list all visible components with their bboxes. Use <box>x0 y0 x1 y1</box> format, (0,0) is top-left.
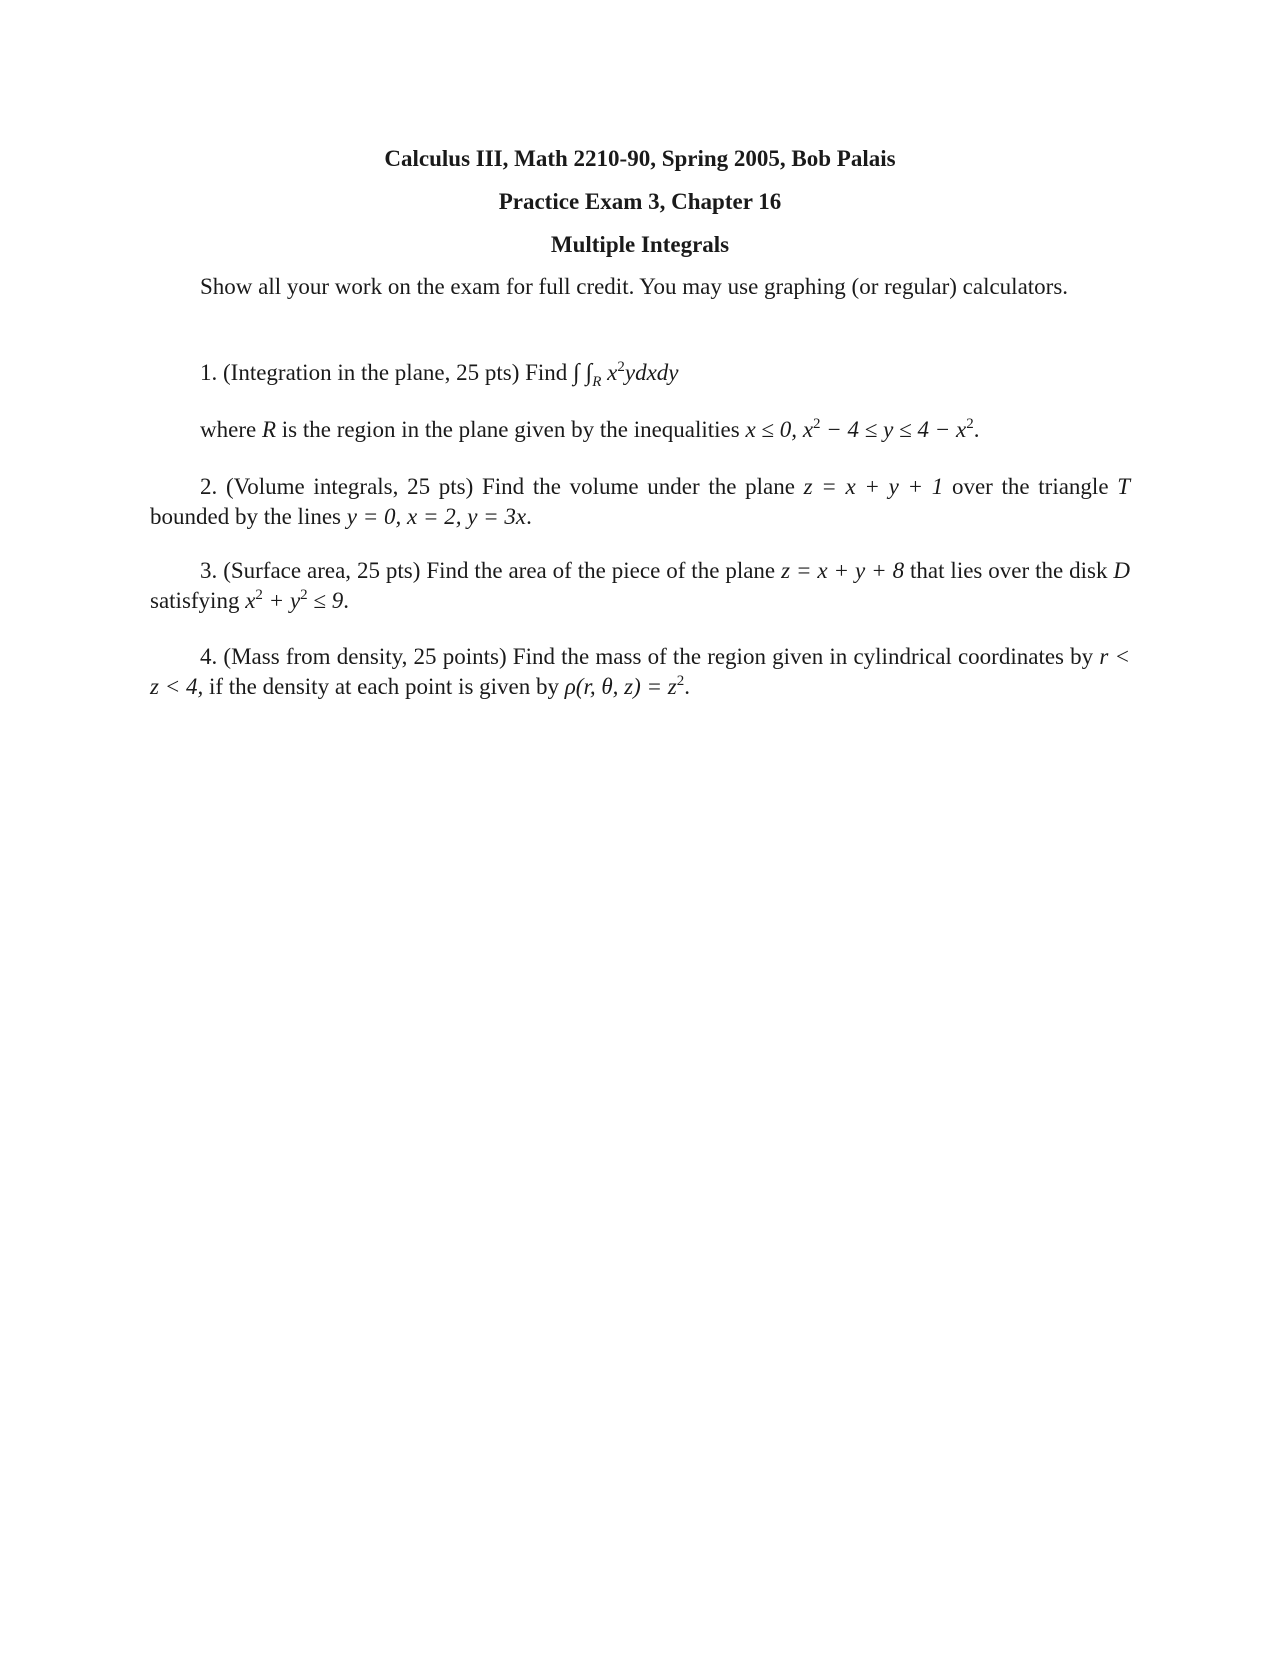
problem-1-region <box>150 415 1180 445</box>
problem-2-end: . <box>526 504 532 529</box>
problem-1-number: 1. <box>200 360 218 385</box>
inequality-end: . <box>973 417 980 442</box>
disk-eq-x-exponent: 2 <box>255 587 263 603</box>
problem-3-plane-equation: z = x + y + 8 <box>781 558 905 583</box>
inequality-b-exponent: 2 <box>813 416 821 432</box>
problem-2-statement <box>150 472 1130 532</box>
inequality-a: x ≤ 0, <box>745 417 798 442</box>
problem-1-statement <box>150 358 1180 388</box>
problem-2-number: 2. <box>200 474 218 499</box>
exam-title: Practice Exam 3, Chapter 16 <box>498 189 782 214</box>
instructions: Show all your work on the exam for full credit. You may use graphing (or regular) calculators. <box>200 274 1069 299</box>
disk-eq-y-exponent: 2 <box>300 587 308 603</box>
density-exponent: 2 <box>676 673 685 689</box>
double-integral-sign: ∫ ∫ <box>573 360 593 386</box>
integral-region-subscript: R <box>592 374 602 390</box>
region-variable: R <box>261 417 276 442</box>
problem-3-text-b: that lies over the disk <box>910 558 1108 583</box>
problem-3-text-c: satisfying <box>150 588 240 613</box>
integrand-x: x <box>607 360 618 385</box>
inequality-b-x: x <box>802 417 814 442</box>
course-title: Calculus III, Math 2210-90, Spring 2005, Bob Palais <box>384 146 896 171</box>
disk-eq-x: x <box>245 588 256 613</box>
integrand-rest: ydxdy <box>624 360 679 385</box>
problem-4-region-equation: r < z < 4, <box>150 644 1130 699</box>
density-equation: ρ(r, θ, z) = z <box>564 674 677 699</box>
disk-variable: D <box>1113 558 1131 583</box>
problem-3-text-a: (Surface area, 25 pts) Find the area of the piece of the plane <box>223 558 776 583</box>
disk-eq-plus: + y <box>262 588 301 613</box>
where-rest: is the region in the plane given by the inequalities <box>281 417 740 442</box>
problem-2-text-a: (Volume integrals, 25 pts) Find the volume under the plane <box>225 474 795 499</box>
problem-1-find: Find <box>525 360 568 385</box>
disk-eq-rest: ≤ 9 <box>307 588 344 613</box>
inequality-b-mid: − 4 ≤ y ≤ 4 − x <box>820 417 967 442</box>
problem-1-label: (Integration in the plane, 25 pts) <box>223 360 520 385</box>
problem-4-text-b: if the density at each point is given by <box>208 674 560 699</box>
problem-2-plane-equation: z = x + y + 1 <box>803 474 944 499</box>
inequality-b-exponent-2: 2 <box>966 416 974 432</box>
problem-4-number: 4. <box>200 644 218 669</box>
problem-2-text-b: over the triangle <box>951 474 1109 499</box>
problem-3-end: . <box>343 588 350 613</box>
integrand-exponent: 2 <box>617 359 625 375</box>
problem-4-end: . <box>684 674 690 699</box>
problem-2-text-c: bounded by the lines <box>150 504 341 529</box>
problem-3-statement <box>150 556 1130 616</box>
problem-4-statement <box>150 642 1130 702</box>
triangle-variable: T <box>1117 474 1131 499</box>
problem-3-number: 3. <box>200 558 218 583</box>
problem-4-text-a: (Mass from density, 25 points) Find the mass of the region given in cylindrical coordinates by <box>223 644 1094 669</box>
where-text: where <box>200 417 257 442</box>
topic-title: Multiple Integrals <box>550 232 730 257</box>
problem-2-lines-equations: y = 0, x = 2, y = 3x <box>346 504 527 529</box>
